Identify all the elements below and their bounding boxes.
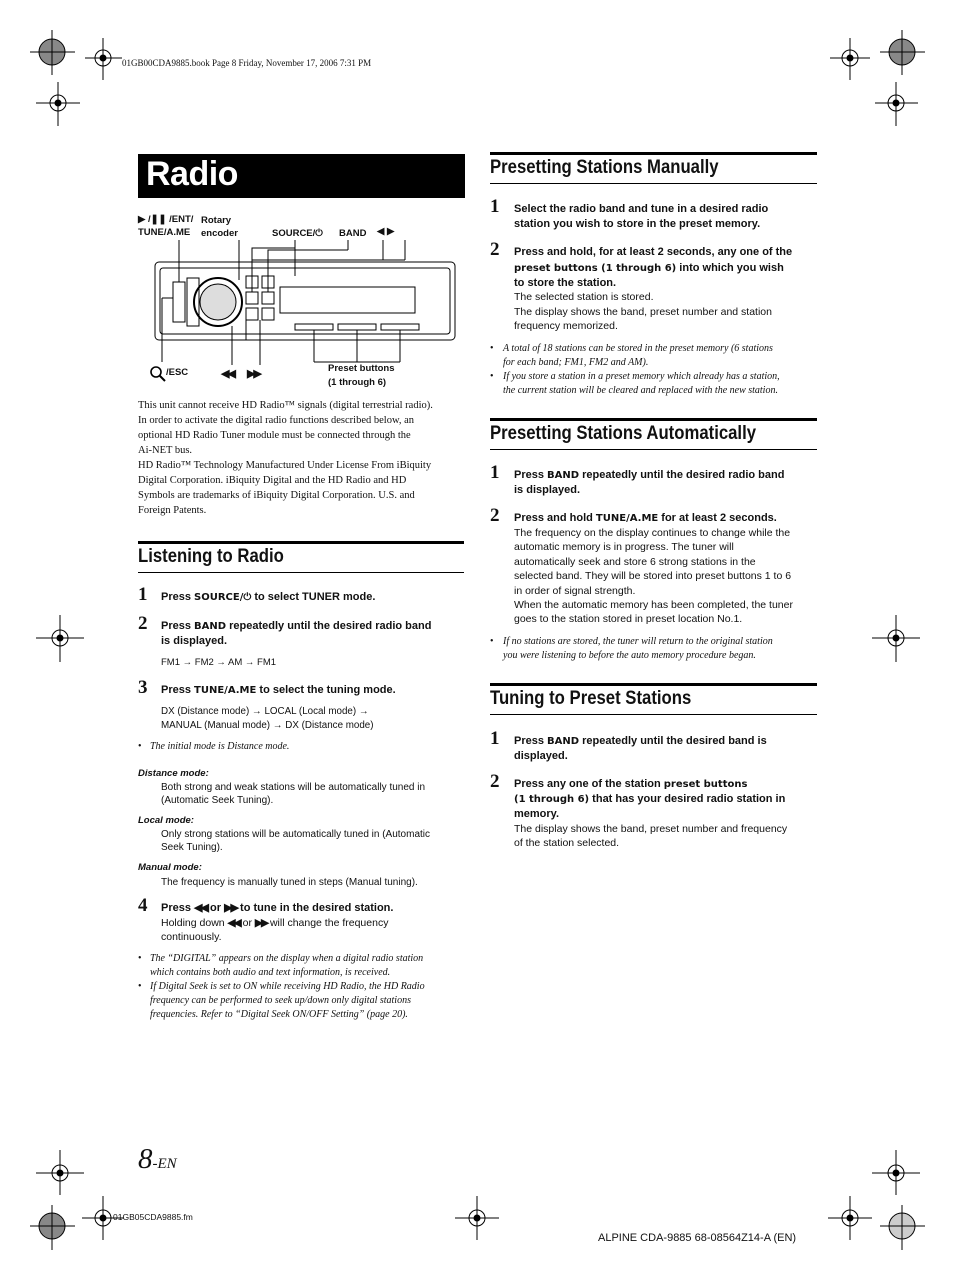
- step-text: is displayed.: [161, 635, 228, 647]
- note: for each band; FM1, FM2 and AM).: [503, 357, 649, 368]
- plain-text: automatic memory is in progress. The tuner will: [514, 541, 734, 553]
- label-preset: Preset buttons: [328, 363, 395, 374]
- intro-line: In order to activate the digital radio functions described below, an: [138, 415, 415, 426]
- step-text: displayed.: [514, 750, 568, 762]
- heading-text: Presetting Stations Manually: [490, 157, 719, 178]
- step-number: 1: [490, 462, 500, 483]
- step-text: Select the radio band and tune in a desired radio: [514, 203, 769, 215]
- label-arrows: ◀ ▶: [377, 226, 395, 237]
- plain-text: goes to the station stored in preset location No.1.: [514, 613, 743, 625]
- plain-text: Both strong and weak stations will be automatically tuned in: [161, 782, 426, 793]
- step-text: Press BAND repeatedly until the desired band is: [514, 735, 767, 747]
- step-text: Press BAND repeatedly until the desired radio band: [514, 469, 785, 481]
- note: the current station will be cleared and replaced with the new station.: [503, 385, 778, 396]
- note: which contains both audio and text information, is received.: [150, 967, 391, 978]
- label-esc: /ESC: [166, 367, 189, 378]
- step-text: to store the station.: [514, 277, 617, 289]
- note: A total of 18 stations can be stored in the preset memory (6 stations: [503, 343, 773, 354]
- step-number: 1: [138, 584, 148, 605]
- subheading: Local mode:: [138, 815, 194, 826]
- plain-text: automatically seek and store 6 strong stations in the: [514, 556, 756, 568]
- note: frequencies. Refer to “Digital Seek ON/OFF Setting” (page 20).: [150, 1009, 408, 1020]
- section-heading-auto: [490, 418, 817, 450]
- label-preset-range: (1 through 6): [328, 377, 387, 388]
- step-number: 2: [138, 613, 148, 634]
- step-text: Press ◀◀ or ▶▶ to tune in the desired station.: [161, 902, 394, 914]
- intro-line: Ai-NET bus.: [138, 445, 193, 456]
- label-seek: ◀◀ ▶▶: [221, 368, 260, 380]
- step-text: memory.: [514, 808, 560, 820]
- plain-text: When the automatic memory has been completed, the tuner: [514, 599, 793, 611]
- section-heading-listening: [138, 541, 464, 573]
- step-text: Press any one of the station preset buttons: [514, 778, 748, 790]
- page-number: 8-EN: [138, 1143, 177, 1175]
- plain-text: frequency memorized.: [514, 320, 618, 332]
- page-title-bar: [138, 154, 465, 198]
- step-text: station you wish to store in the preset memory.: [514, 218, 761, 230]
- step-text: preset buttons (1 through 6) into which you wish: [514, 262, 784, 274]
- note: If you store a station in a preset memory which already has a station,: [503, 371, 780, 382]
- page-title: Radio: [146, 155, 238, 193]
- search-icon: [149, 365, 167, 383]
- heading-text: Presetting Stations Automatically: [490, 423, 757, 444]
- note: If no stations are stored, the tuner will return to the original station: [503, 636, 773, 647]
- plain-text: Seek Tuning).: [161, 842, 223, 853]
- plain-text: in order of signal strength.: [514, 585, 636, 597]
- step-text: Press TUNE/A.ME to select the tuning mode.: [161, 684, 396, 696]
- label-tune: ▶ /❚❚ /ENT/: [138, 214, 194, 225]
- label-source: SOURCE/⏻: [272, 228, 323, 239]
- step-number: 2: [490, 771, 500, 792]
- file-header: 01GB00CDA9885.book Page 8 Friday, November 17, 2006 7:31 PM: [122, 58, 372, 68]
- section-heading-tuning: [490, 683, 817, 715]
- step-number: 2: [490, 505, 500, 526]
- intro-line: Symbols are trademarks of iBiquity Digital Corporation. U.S. and: [138, 490, 415, 501]
- bullet: •: [138, 953, 142, 964]
- plain-text: selected band. They will be stored into preset buttons 1 to 6: [514, 570, 792, 582]
- subheading: Manual mode:: [138, 862, 202, 873]
- bullet: •: [490, 371, 494, 382]
- plain-text: The frequency is manually tuned in steps (Manual tuning).: [161, 877, 418, 888]
- label-rotary: Rotary encoder: [201, 215, 238, 239]
- note: you were listening to before the auto memory procedure began.: [503, 650, 756, 661]
- step-number: 4: [138, 895, 148, 916]
- section-heading-manual: [490, 152, 817, 184]
- note: The initial mode is Distance mode.: [150, 741, 290, 752]
- heading-text: Tuning to Preset Stations: [490, 688, 692, 709]
- head-unit-drawing: [150, 240, 460, 380]
- step-text: Press SOURCE/⏻ to select TUNER mode.: [161, 591, 376, 603]
- intro-line: Foreign Patents.: [138, 505, 207, 516]
- heading-text: Listening to Radio: [138, 546, 284, 567]
- step-text: is displayed.: [514, 484, 581, 496]
- plain-text: Holding down ◀◀ or ▶▶ will change the frequency: [161, 917, 389, 929]
- step-number: 1: [490, 728, 500, 749]
- step-text: (1 through 6) that has your desired radio station in: [514, 793, 786, 805]
- plain-text: The frequency on the display continues to change while the: [514, 527, 791, 539]
- mode-sequence: DX (Distance mode) → LOCAL (Local mode) →: [161, 706, 369, 717]
- footer-model: ALPINE CDA-9885 68-08564Z14-A (EN): [598, 1232, 797, 1244]
- intro-line: HD Radio™ Technology Manufactured Under License From iBiquity: [138, 460, 432, 471]
- intro-line: Digital Corporation. iBiquity Digital and the HD Radio and HD: [138, 475, 407, 486]
- bullet: •: [490, 343, 494, 354]
- note: If Digital Seek is set to ON while receiving HD Radio, the HD Radio: [150, 981, 425, 992]
- label-tune-ame: TUNE/A.ME: [138, 227, 191, 238]
- note: The “DIGITAL” appears on the display when a digital radio station: [150, 953, 424, 964]
- intro-line: optional HD Radio Tuner module must be connected through the: [138, 430, 411, 441]
- step-text: Press and hold, for at least 2 seconds, any one of the: [514, 246, 793, 258]
- step-number: 1: [490, 196, 500, 217]
- mode-sequence: MANUAL (Manual mode) → DX (Distance mode): [161, 720, 374, 731]
- bullet: •: [138, 741, 142, 752]
- intro-line: This unit cannot receive HD Radio™ signals (digital terrestrial radio).: [138, 400, 433, 411]
- plain-text: The display shows the band, preset number and station: [514, 306, 772, 318]
- subheading: Distance mode:: [138, 768, 209, 779]
- step-text: Press BAND repeatedly until the desired radio band: [161, 620, 432, 632]
- plain-text: The display shows the band, preset number and frequency: [514, 823, 788, 835]
- step-number: 2: [490, 239, 500, 260]
- label-band: BAND: [339, 228, 367, 239]
- step-text: Press and hold TUNE/A.ME for at least 2 seconds.: [514, 512, 777, 524]
- band-sequence: FM1 → FM2 → AM → FM1: [161, 657, 277, 668]
- plain-text: of the station selected.: [514, 837, 620, 849]
- bullet: •: [138, 981, 142, 992]
- plain-text: continuously.: [161, 931, 222, 943]
- note: frequency can be performed to seek up/down only digital stations: [150, 995, 411, 1006]
- plain-text: The selected station is stored.: [514, 291, 654, 303]
- step-number: 3: [138, 677, 148, 698]
- plain-text: Only strong stations will be automatically tuned in (Automatic: [161, 829, 431, 840]
- bullet: •: [490, 636, 494, 647]
- plain-text: (Automatic Seek Tuning).: [161, 795, 274, 806]
- footer-file: 01GB05CDA9885.fm: [113, 1212, 193, 1222]
